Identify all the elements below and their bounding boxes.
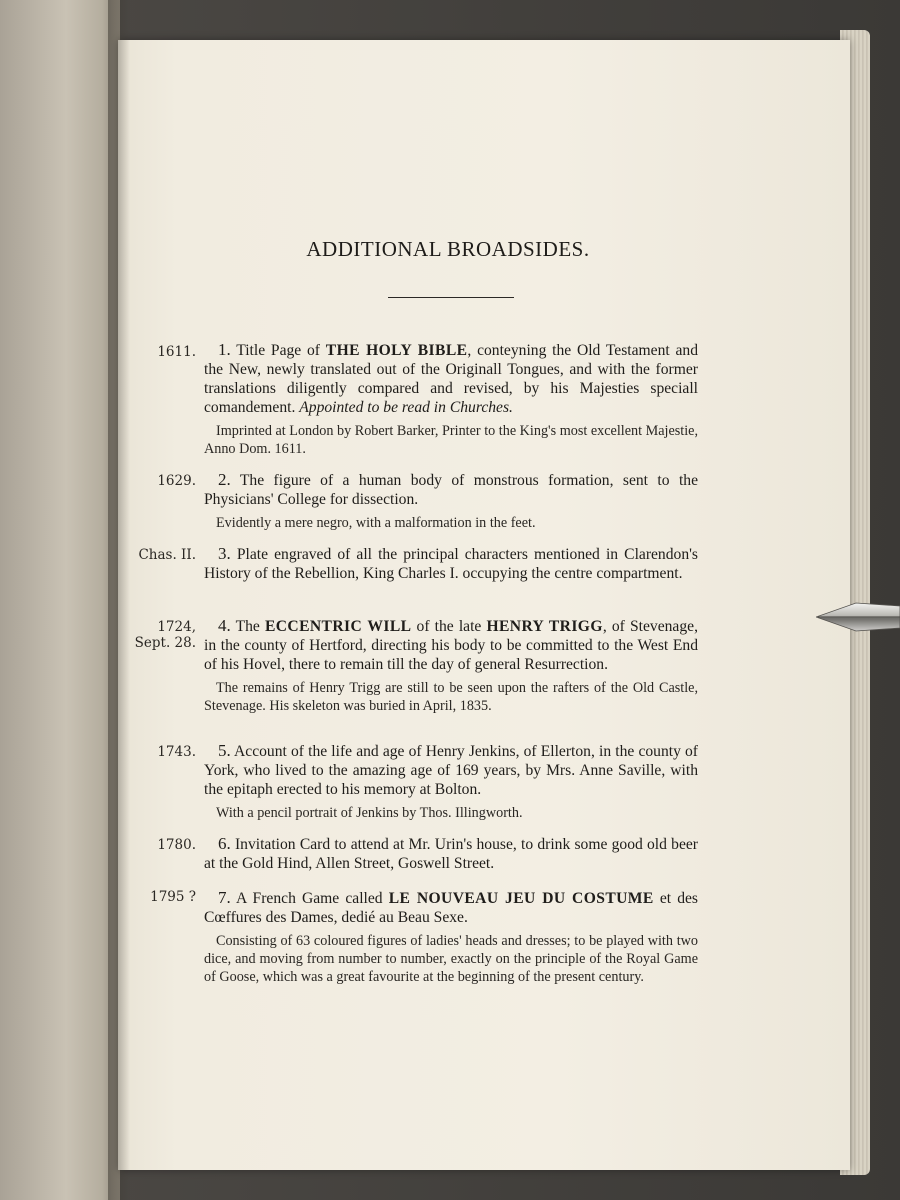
entry-text: 4. The ECCENTRIC WILL of the late HENRY TRIGG, of Stevenage, in the county of Hertford, directing his body to be committed to the West End of his Hovel, there to remain till the day of general Resurrection. xyxy=(204,616,698,673)
binding-shadow xyxy=(108,0,130,1200)
entry-number: 5. xyxy=(218,741,231,760)
entry-body xyxy=(204,741,698,822)
entry-number: 7. xyxy=(218,888,231,907)
entry-body xyxy=(204,834,698,873)
entry-text: 2. The figure of a human body of monstrous formation, sent to the Physicians' College for dissection. xyxy=(204,470,698,508)
entry-text: 7. A French Game called LE NOUVEAU JEU DU COSTUME et des Cœffures des Dames, dedié au Beau Sexe. xyxy=(204,888,699,926)
entry-text: 3. Plate engraved of all the principal characters mentioned in Clarendon's History of the Rebellion, King Charles I. occupying the centre compartment. xyxy=(204,544,698,582)
entry-date: Chas. II. xyxy=(138,547,196,563)
entry-note: With a pencil portrait of Jenkins by Thos. Illingworth. xyxy=(216,805,523,821)
entry-text: 6. Invitation Card to attend at Mr. Urin's house, to drink some good old beer at the Gold Hind, Allen Street, Goswell Street. xyxy=(204,834,698,872)
name-caps: HENRY TRIGG xyxy=(486,618,603,635)
entry-number: 4. xyxy=(218,616,231,635)
entry-date: 1611. xyxy=(157,344,196,360)
metal-pointer xyxy=(816,600,900,634)
entry-body xyxy=(204,616,698,715)
entry-number: 3. xyxy=(218,544,231,563)
entry-body xyxy=(204,888,698,986)
book-page xyxy=(118,40,850,1170)
left-page xyxy=(0,0,120,1200)
entry-date: 1629. xyxy=(157,473,196,489)
entry-date: 1780. xyxy=(157,837,196,853)
title-divider xyxy=(388,297,514,298)
entry-date-day: Sept. 28. xyxy=(134,635,196,651)
italic-phrase: Appointed to be read in Churches. xyxy=(299,399,513,416)
title-caps: LE NOUVEAU JEU DU COSTUME xyxy=(388,890,654,907)
entry-note: Consisting of 63 coloured figures of ladies' heads and dresses; to be played with two dice, and moving from number to number, exactly on the principle of the Royal Game of Goose, which was a great favourite at the beginning of the present century. xyxy=(204,933,698,985)
entry-number: 2. xyxy=(218,470,231,489)
entry-number: 1. xyxy=(218,340,231,359)
entry-body xyxy=(204,544,698,583)
entry-date: 1795 ? xyxy=(150,889,196,905)
entry-text: 5. Account of the life and age of Henry Jenkins, of Ellerton, in the county of York, who lived to the amazing age of 169 years, by Mrs. Anne Saville, with the epitaph erected to his memory at Bolton. xyxy=(204,741,699,798)
entry-note: Imprinted at London by Robert Barker, Printer to the King's most excellent Majestie, Anno Dom. 1611. xyxy=(204,423,698,457)
entry-note: Evidently a mere negro, with a malformation in the feet. xyxy=(216,515,536,531)
entry-body xyxy=(204,470,698,532)
entry-date: 1724, xyxy=(157,619,196,635)
entry-number: 6. xyxy=(218,834,231,853)
entry-text: 1. Title Page of THE HOLY BIBLE, conteyning the Old Testament and the New, newly translated out of the Originall Tongues, and with the former translations diligently compared and revised, by his Majesties speciall comandement. Appointed to be read in Churches. xyxy=(204,340,698,416)
page-title: ADDITIONAL BROADSIDES. xyxy=(306,237,590,261)
title-caps: ECCENTRIC WILL xyxy=(264,618,412,635)
entry-body xyxy=(204,340,698,458)
title-caps: THE HOLY BIBLE xyxy=(325,342,468,359)
entry-date: 1743. xyxy=(157,744,196,760)
entry-note: The remains of Henry Trigg are still to be seen upon the rafters of the Old Castle, Stevenage. His skeleton was buried in April, 1835. xyxy=(204,680,698,714)
